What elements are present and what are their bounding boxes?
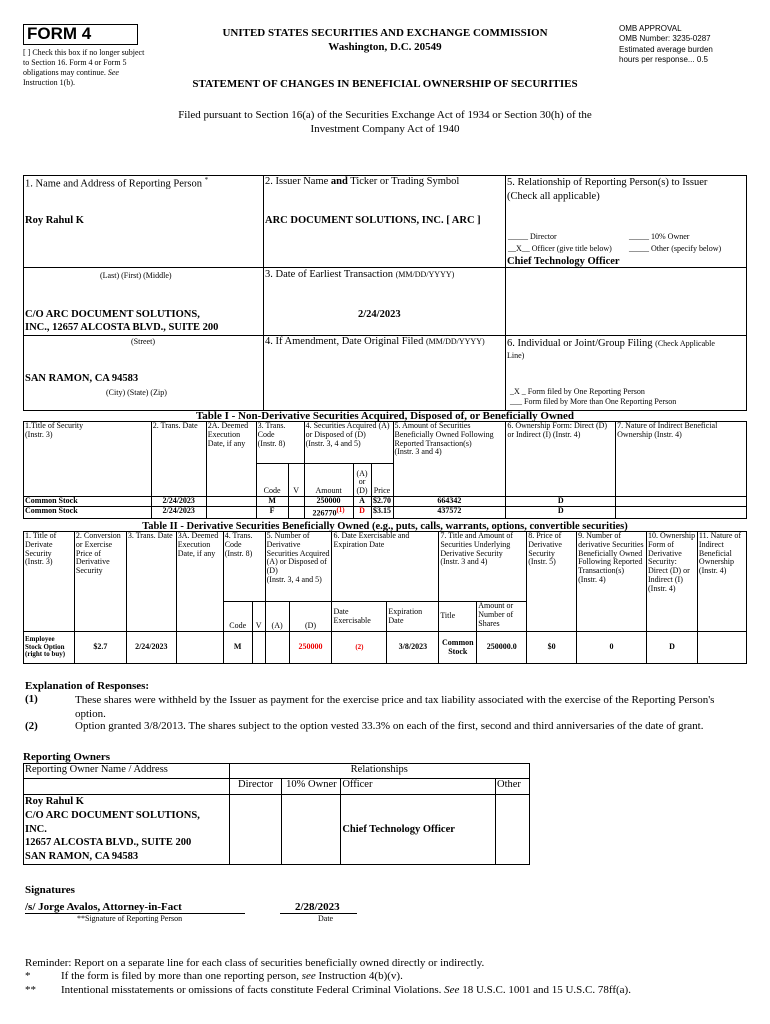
name-parts-label: (Last) (First) (Middle) [100,271,172,280]
cell-date: 2/24/2023 [151,497,206,507]
cell2-und-amount: 250000.0 [477,632,527,664]
th-amount: Amount [304,464,353,497]
reporting-owners-title: Reporting Owners [23,751,111,763]
street-label: (Street) [131,337,155,346]
reporting-owners-table [23,763,530,865]
cell-owned: 664342 [393,497,506,507]
footnote-2-num: (2) [25,720,38,732]
owner-other-cell [495,795,529,865]
signatures-title: Signatures [25,884,75,896]
cell-date: 2/24/2023 [151,506,206,518]
th2-v: V [252,602,265,632]
owners-header-row [24,764,530,779]
cell-form: D [506,497,616,507]
th2-ownership-form: 10. Ownership Form of Derivative Security: Direct (D) or Indirect (I) (Instr. 4) [647,532,698,632]
th2-nature-indirect: 11. Nature of Indirect Beneficial Ownership (Instr. 4) [697,532,746,632]
cell-deemed [206,506,256,518]
cell-a-or-d: D [353,506,371,518]
box3-label: 3. Date of Earliest Transaction (MM/DD/YYYY) [265,269,455,280]
divider [505,267,747,268]
director-option: _____ Director [508,232,557,241]
cell2-date: 2/24/2023 [126,632,176,664]
box5-label: 5. Relationship of Reporting Person(s) to Issuer (Check all applicable) [507,177,708,202]
table-row [24,506,747,518]
cell-form: D [506,506,616,518]
th-owner-name: Reporting Owner Name / Address [24,764,230,779]
divider [505,175,506,411]
th-ownership-form: 6. Ownership Form: Direct (D) or Indirect (I) (Instr. 4) [506,422,616,497]
divider [23,267,505,268]
th2-trans-code: 4. Trans. Code (Instr. 8) [223,532,265,602]
cell-code: M [256,497,288,507]
cell2-title: Employee Stock Option (right to buy) [24,632,75,664]
divider [263,175,264,411]
owners-row [24,795,530,865]
th2-expiration: Expiration Date [387,602,439,632]
cell2-v [252,632,265,664]
statement-title: STATEMENT OF CHANGES IN BENEFICIAL OWNERSHIP OF SECURITIES [192,78,578,90]
th2-underlying: 7. Title and Amount of Securities Underlying Derivative Security (Instr. 3 and 4) [439,532,527,602]
owner-director-cell [229,795,282,865]
divider [505,335,747,336]
owners-subheader-row [24,779,530,795]
reminder: Reminder: Report on a separate line for each class of securities beneficially owned directly or indirectly. [25,957,485,969]
cell2-form: D [647,632,698,664]
agency-line1: UNITED STATES SECURITIES AND EXCHANGE COMMISSION [222,27,548,39]
th2-trans-date: 3. Trans. Date [126,532,176,632]
th2-code: Code [223,602,252,632]
th-director: Director [229,779,282,795]
th2-number-owned: 9. Number of derivative Securities Beneficially Owned Following Reported Transaction(s) (Instr. 4) [577,532,647,632]
footnote-1-num: (1) [25,693,38,705]
checkbox-note: [ ] Check this box if no longer subject to Section 16. Form 4 or Form 5 obligations may continue. See Instruction 1(b). [23,48,145,87]
th2-conversion: 2. Conversion or Exercise Price of Derivative Security [74,532,126,632]
other-option: _____ Other (specify below) [629,244,722,253]
explanation-title: Explanation of Responses: [25,680,150,692]
th2-title: 1. Title of Derivate Security (Instr. 3) [24,532,75,632]
th2-a: (A) [265,602,289,632]
footnote-link-2[interactable]: (2) [355,643,364,652]
owners-empty-cell [24,779,230,795]
note1: If the form is filed by more than one reporting person, see Instruction 4(b)(v). [61,970,403,982]
th-securities-acquired: 4. Securities Acquired (A) or Disposed of (D) (Instr. 3, 4 and 5) [304,422,393,464]
box1-label: 1. Name and Address of Reporting Person * [25,176,209,190]
officer-option: __X__ Officer (give title below) [508,244,612,253]
cell2-exercisable [332,632,387,664]
footnote-link-1[interactable]: (1) [336,505,345,514]
th-deemed-date: 2A. Deemed Execution Date, if any [206,422,256,497]
owner-name-address: Roy Rahul K C/O ARC DOCUMENT SOLUTIONS, INC. 12657 ALCOSTA BLVD., SUITE 200 SAN RAMON, CA 94583 [24,795,230,865]
street-line1: C/O ARC DOCUMENT SOLUTIONS, [25,309,200,320]
date-label: Date [318,914,334,923]
th-title-of-security: 1.Title of Security (Instr. 3) [24,422,152,497]
th-amount-owned: 5. Amount of Securities Beneficially Owned Following Reported Transaction(s) (Instr. 3 and 4) [393,422,506,497]
agency-line2: Washington, D.C. 20549 [328,41,442,53]
cell-title: Common Stock [24,506,152,518]
cell-title: Common Stock [24,497,152,507]
th-officer: Officer [341,779,496,795]
cell2-nature [697,632,746,664]
th-trans-date: 2. Trans. Date [151,422,206,497]
earliest-transaction-date: 2/24/2023 [358,309,401,320]
table1-title: Table I - Non-Derivative Securities Acquired, Disposed of, or Beneficially Owned [195,410,575,422]
issuer-name: ARC DOCUMENT SOLUTIONS, INC. [ ARC ] [265,215,481,226]
table2-header-row [24,532,747,602]
filing-option-one: _X _ Form filed by One Reporting Person [510,387,645,396]
th2-deemed-date: 3A. Deemed Execution Date, if any [176,532,223,632]
cell-price: $2.70 [373,496,391,505]
cell-price: $3.15 [371,506,393,518]
cell2-code: M [223,632,252,664]
th2-date-exercisable: 6. Date Exercisable and Expiration Date [332,532,439,602]
cell2-price: $0 [527,632,577,664]
signer-label: **Signature of Reporting Person [77,914,183,923]
table-row [24,497,747,507]
table-row [24,632,747,664]
officer-title: Chief Technology Officer [507,256,620,267]
note1-mark: * [25,970,31,982]
cell-code: F [256,506,288,518]
cell-deemed [206,497,256,507]
cell-nature [616,506,747,518]
cell2-und-title: Common Stock [439,632,477,664]
owner-officer-cell: Chief Technology Officer [341,795,496,865]
signer-name: /s/ Jorge Avalos, Attorney-in-Fact [25,901,182,913]
ten-pct-owner-option: _____ 10% Owner [629,232,690,241]
street-line2: INC., 12657 ALCOSTA BLVD., SUITE 200 [25,322,219,333]
cell-amount: 226770(1) [304,506,353,518]
box2-label: 2. Issuer Name and Ticker or Trading Symbol [265,176,460,187]
th-other: Other [495,779,529,795]
form-title: FORM 4 [27,24,92,43]
th2-und-amount: Amount or Number of Shares [477,602,527,632]
cell-v [288,497,304,507]
city-state-zip: SAN RAMON, CA 94583 [25,373,139,384]
th-trans-code: 3. Trans. Code (Instr. 8) [256,422,304,464]
box6-label: 6. Individual or Joint/Group Filing (Check Applicable Line) [507,338,715,360]
filed-pursuant: Filed pursuant to Section 16(a) of the Securities Exchange Act of 1934 or Section 30(h) of the Investment Company Act of 1940 [178,109,592,136]
table2-title: Table II - Derivative Securities Beneficially Owned (e.g., puts, calls, warrants, options, convertible securities) [142,521,628,532]
th-a-or-d: (A) or (D) [353,464,371,497]
table1 [23,421,747,519]
th-ten-pct: 10% Owner [282,779,341,795]
cell-v [288,506,304,518]
table1-header-row [24,422,747,464]
omb-approval: OMB APPROVAL OMB Number: 3235-0287 Estimated average burden hours per response... 0.5 [619,24,713,65]
owner-ten-cell [282,795,341,865]
filing-option-more: ___ Form filed by More than One Reporting Person [510,397,677,406]
th2-und-title: Title [439,602,477,632]
th-relationships: Relationships [229,764,529,779]
footnote-2-text: Option granted 3/8/2013. The shares subject to the option vested 33.3% on each of the first, second and third anniversaries of the date of grant. [75,720,704,732]
cell2-a [265,632,289,664]
note2-mark: ** [25,984,36,996]
th2-number-derivative: 5. Number of Derivative Securities Acquired (A) or Disposed of (D) (Instr. 3, 4 and 5) [265,532,332,602]
reporting-person-name: Roy Rahul K [25,215,84,226]
cell-owned: 437572 [393,506,506,518]
cell2-conv: $2.7 [74,632,126,664]
th-nature-indirect: 7. Nature of Indirect Beneficial Ownership (Instr. 4) [616,422,747,497]
city-label: (City) (State) (Zip) [106,388,167,397]
footnote-1-text: These shares were withheld by the Issuer as payment for the exercise price and tax liability associated with the exercise of the Reporting Person's option. [75,694,715,721]
signature-date: 2/28/2023 [295,901,340,913]
th2-exercisable: Date Exercisable [332,602,387,632]
cell-nature [616,497,747,507]
cell2-owned: 0 [577,632,647,664]
box4-label: 4. If Amendment, Date Original Filed (MM/DD/YYYY) [265,336,485,347]
cell2-d: 250000 [289,632,332,664]
cell2-expiration: 3/8/2023 [387,632,439,664]
th-price: Price [371,464,393,497]
th2-d: (D) [289,602,332,632]
th2-price: 8. Price of Derivative Security (Instr. 5) [527,532,577,632]
table2 [23,531,747,664]
note2: Intentional misstatements or omissions of facts constitute Federal Criminal Violations. See 18 U.S.C. 1001 and 15 U.S.C. 78ff(a). [61,984,631,996]
cell2-deemed [176,632,223,664]
th-code: Code [256,464,288,497]
th-v: V [288,464,304,497]
cell-a-or-d: A [353,497,371,507]
cell-amount: 250000 [304,497,353,507]
